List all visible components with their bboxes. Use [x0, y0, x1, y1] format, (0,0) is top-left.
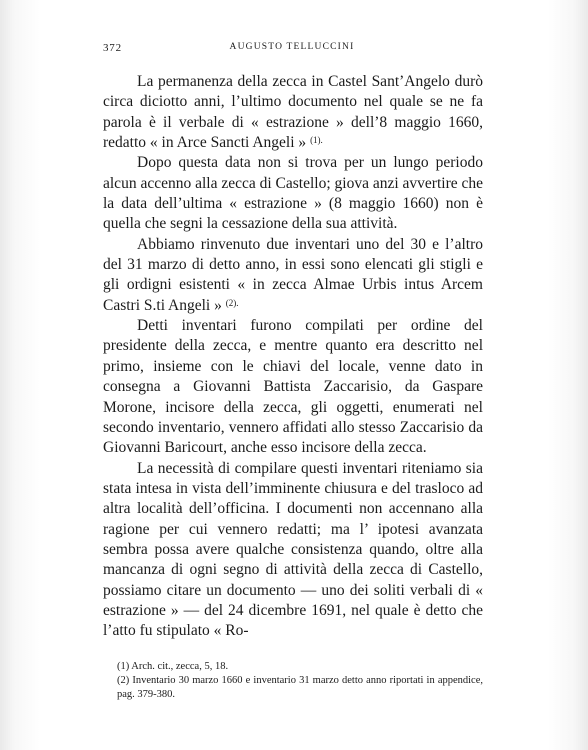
footnote-ref[interactable]: (2). [225, 297, 239, 308]
paragraph-text: Detti inventari furono compilati per ordine del presidente della zecca, e mentre quanto era descritto nel primo, insieme con le chiavi del locale, venne dato in consegna a Giovanni Battista Zaccarisio, da Gaspare Morone, incisore della zecca, gli oggetti, enumerati nel secondo inventario, vennero affidati allo stesso Zaccarisio da Giovanni Baricourt, anche esso incisore della zecca. [103, 317, 483, 457]
paragraph-text: La permanenza della zecca in Castel Sant’Angelo durò circa diciotto anni, l’ultimo documento nel quale se ne fa parola è il verbale di « estrazione » dell’8 maggio 1660, redatto « in Arce Sancti Angeli » [103, 73, 483, 152]
body-text [103, 72, 483, 642]
paragraph [103, 459, 483, 642]
paragraph [103, 235, 483, 316]
paragraph [103, 153, 483, 234]
paragraph-text: Dopo questa data non si trova per un lungo periodo alcun accenno alla zecca di Castello; giova anzi avvertire che la data dell’ultima « estrazione » (8 maggio 1660) non è quella che segni la cessazione della sua attività. [103, 154, 483, 233]
running-head [103, 40, 481, 58]
footnote: (2) Inventario 30 marzo 1660 e inventario 31 marzo detto anno riportati in appendice, pag. 379-380. [117, 675, 483, 700]
running-title: AUGUSTO TELLUCCINI [229, 42, 355, 52]
page-number: 372 [103, 42, 122, 54]
paragraph [103, 316, 483, 458]
footnote: (1) Arch. cit., zecca, 5, 18. [117, 661, 229, 672]
paragraph-text: La necessità di compilare questi inventari riteniamo sia stata intesa in vista dell’imminente chiusura e del trasloco ad altra località dell’officina. I documenti non accennano alla ragione per cui vennero redatti; ma l’ ipotesi avanzata sembra possa avere qualche consistenza quando, oltre alla mancanza di ogni segno di attività della zecca di Castello, possiamo citare un documento — uno dei soliti verbali di « estrazione » — del 24 dicembre 1691, nel quale è detto che l’atto fu stipulato « Ro- [103, 459, 483, 640]
footnote-ref[interactable]: (1). [310, 135, 323, 146]
footnotes [103, 660, 483, 702]
paragraph-text: Abbiamo rinvenuto due inventari uno del 30 e l’altro del 31 marzo di detto anno, in essi sono elencati gli stigli e gli ordigni esistenti « in zecca Almae Urbis intus Arcem Castri S.ti Angeli » [103, 235, 483, 314]
paragraph [103, 72, 483, 153]
